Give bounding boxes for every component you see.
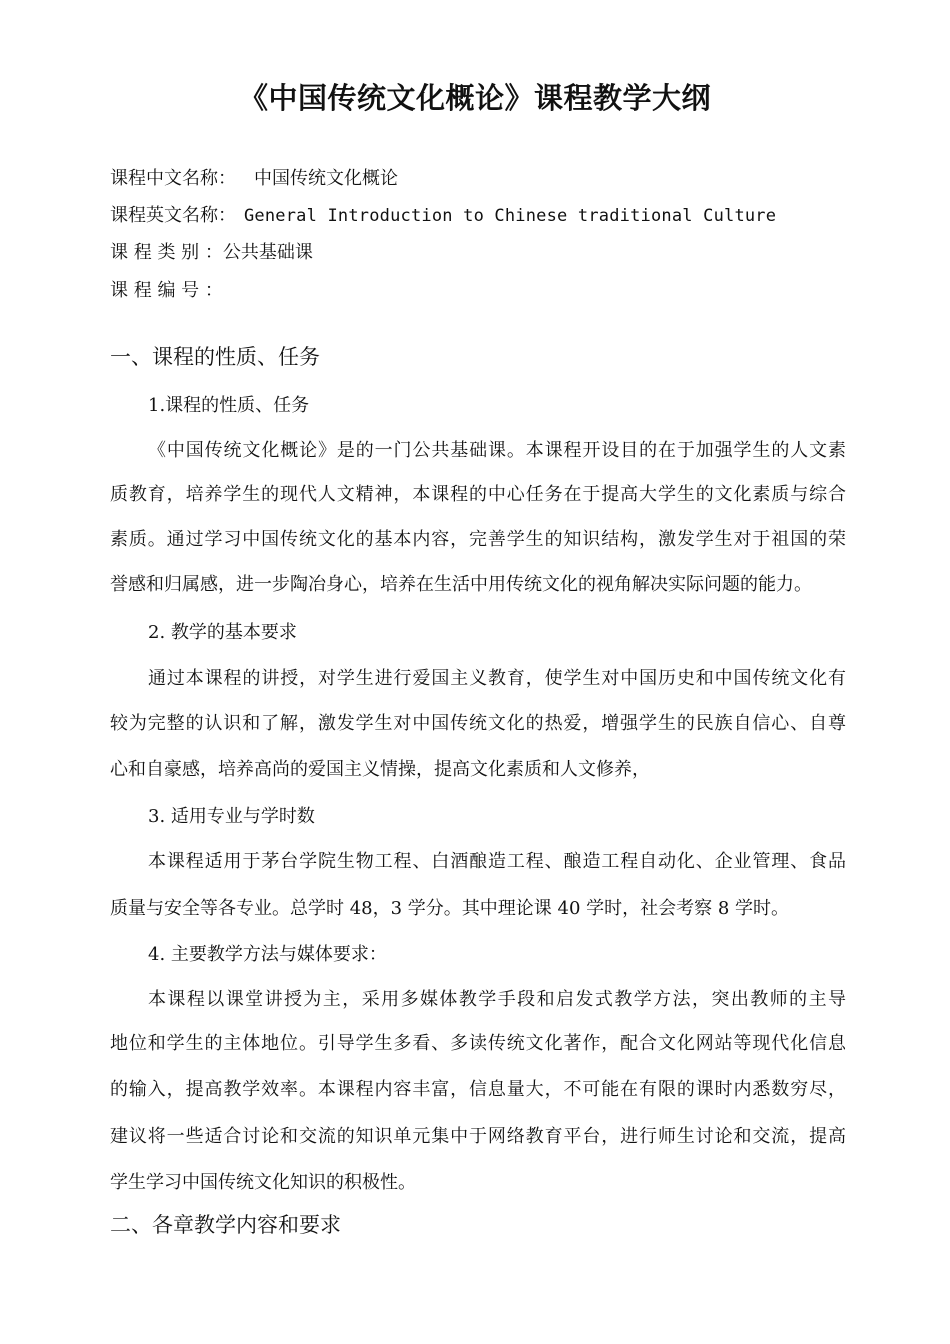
paragraph-line: 本课程以课堂讲授为主，采用多媒体教学手段和启发式教学方法，突出教师的主导 [148, 989, 846, 1010]
paragraph-line: 质教育，培养学生的现代人文精神，本课程的中心任务在于提高大学生的文化素质与综合 [110, 484, 846, 505]
paragraph-line: 质量与安全等各专业。总学时 48，3 学分。其中理论课 40 学时，社会考察 8 学时。 [110, 898, 790, 919]
subsection-1-heading: 1.课程的性质、任务 [148, 395, 310, 416]
paragraph-line: 较为完整的认识和了解，激发学生对中国传统文化的热爱，增强学生的民族自信心、自尊 [110, 713, 846, 734]
section-2-heading: 二、各章教学内容和要求 [110, 1213, 341, 1237]
course-en-name-label: 课程英文名称： [110, 205, 236, 226]
section-1-heading: 一、课程的性质、任务 [110, 345, 320, 369]
paragraph-line: 的输入，提高教学效率。本课程内容丰富，信息量大，不可能在有限的课时内悉数穷尽， [110, 1079, 846, 1100]
paragraph-line: 地位和学生的主体地位。引导学生多看、多读传统文化著作，配合文化网站等现代化信息 [110, 1033, 846, 1054]
paragraph-line: 心和自豪感，培养高尚的爱国主义情操，提高文化素质和人文修养， [110, 759, 650, 780]
course-cn-name-label: 课程中文名称： [110, 168, 236, 189]
paragraph-line: 誉感和归属感，进一步陶冶身心，培养在生活中用传统文化的视角解决实际问题的能力。 [110, 574, 812, 595]
course-category-label: 课 程 类 别 ： [110, 242, 223, 263]
course-cn-name-row [110, 166, 398, 192]
paragraph-line: 本课程适用于茅台学院生物工程、白酒酿造工程、酿造工程自动化、企业管理、食品 [148, 851, 846, 872]
subsection-4-heading: 4. 主要教学方法与媒体要求： [148, 944, 387, 965]
subsection-2-heading: 2. 教学的基本要求 [148, 622, 297, 643]
course-category-value: 公共基础课 [222, 242, 313, 263]
course-code-label: 课 程 编 号 ： [110, 280, 223, 301]
course-cn-name-value: 中国传统文化概论 [254, 168, 398, 189]
paragraph-line: 素质。通过学习中国传统文化的基本内容，完善学生的知识结构，激发学生对于祖国的荣 [110, 529, 846, 550]
paragraph-line: 通过本课程的讲授，对学生进行爱国主义教育，使学生对中国历史和中国传统文化有 [148, 668, 846, 689]
subsection-3-heading: 3. 适用专业与学时数 [148, 806, 315, 827]
paragraph-line: 学生学习中国传统文化知识的积极性。 [110, 1172, 416, 1193]
course-category-row [110, 240, 313, 266]
course-en-name-value: General Introduction to Chinese traditional Culture [244, 206, 777, 226]
paragraph-line: 建议将一些适合讨论和交流的知识单元集中于网络教育平台，进行师生讨论和交流，提高 [110, 1126, 846, 1147]
document-title: 《中国传统文化概论》课程教学大纲 [238, 81, 711, 115]
paragraph-line: 《中国传统文化概论》是的一门公共基础课。本课程开设目的在于加强学生的人文素 [148, 440, 846, 461]
course-code-row [110, 278, 223, 304]
course-en-name-row [110, 203, 776, 229]
